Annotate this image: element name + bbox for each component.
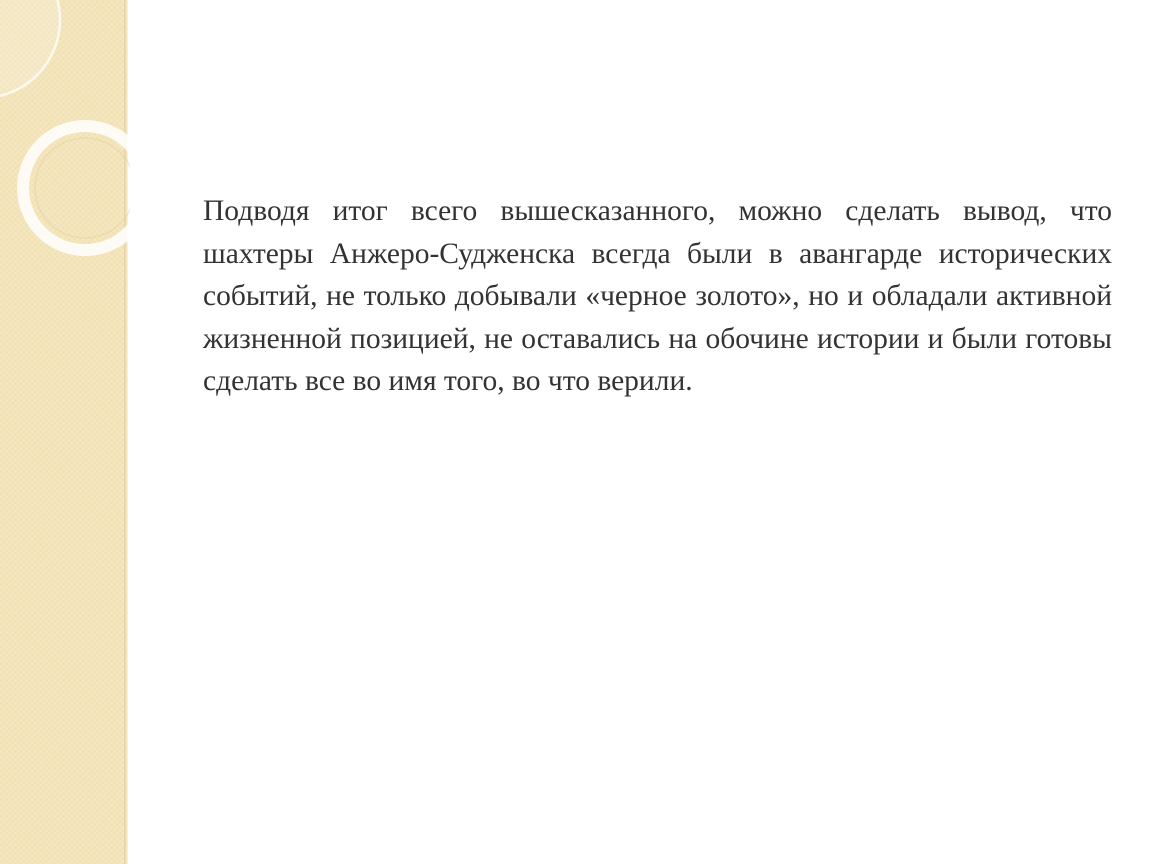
decorative-ring-inner xyxy=(35,138,130,238)
decorative-circles xyxy=(0,0,130,300)
decorative-ring-outer xyxy=(23,126,130,250)
slide-body-text: Подводя итог всего вышесказанного, можно сделать вывод, что шахтеры Анжеро-Судженска всегда были в авангарде исторических событий, не только добывали «черное золото», но и обладали активной жизненной позицией, не оставались на обочине истории и были готовы сделать все во имя того, во что верили. xyxy=(203,195,1112,397)
decorative-circle-top xyxy=(0,0,60,98)
